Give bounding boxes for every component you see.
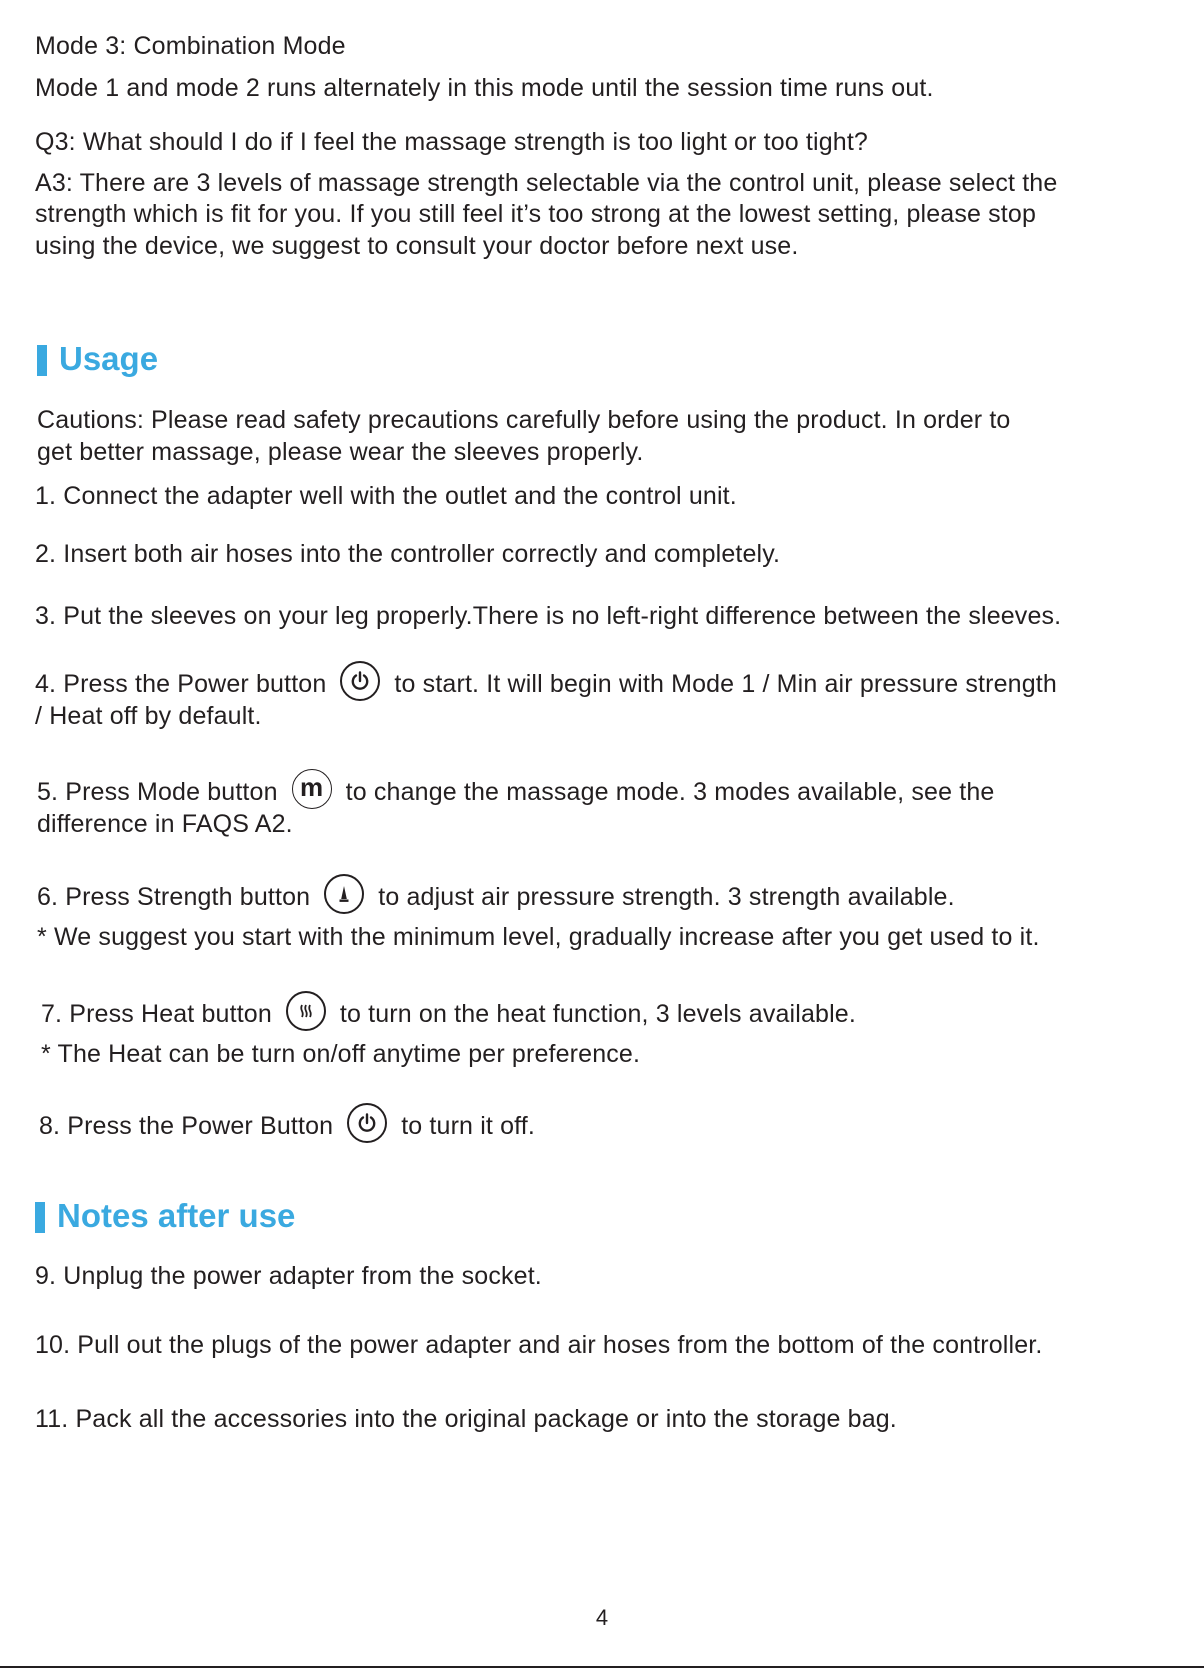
mode-icon-letter: m	[300, 772, 324, 803]
step-1: 1. Connect the adapter well with the outlet and the control unit.	[35, 482, 737, 510]
step-6-text-end: to adjust air pressure strength. 3 strength available.	[378, 883, 955, 911]
step-5-text-end: to change the massage mode. 3 modes available, see the	[345, 778, 995, 806]
step-4-text-end: to start. It will begin with Mode 1 / Min air pressure strength	[394, 670, 1057, 698]
step-6-text-start: 6. Press Strength button	[37, 883, 311, 911]
power-icon	[340, 661, 380, 701]
step-6-note: * We suggest you start with the minimum level, gradually increase after you get used to it.	[37, 923, 1040, 951]
faq-answer-3-line-3: using the device, we suggest to consult your doctor before next use.	[35, 232, 799, 260]
step-4-text-start: 4. Press the Power button	[35, 670, 327, 698]
faq-answer-3-line-2: strength which is fit for you. If you still feel it’s too strong at the lowest setting, please stop	[35, 200, 1036, 228]
step-3: 3. Put the sleeves on your leg properly.There is no left-right difference between the sleeves.	[35, 602, 1062, 630]
step-5-line-1	[37, 772, 995, 808]
mode3-description: Mode 1 and mode 2 runs alternately in this mode until the session time runs out.	[35, 74, 934, 102]
usage-heading-text: Usage	[59, 340, 159, 377]
step-5-line-2: difference in FAQS A2.	[37, 810, 293, 838]
mode-m-icon	[292, 769, 332, 809]
cautions-line-1: Cautions: Please read safety precautions carefully before using the product. In order to	[37, 406, 1011, 434]
step-7-text-end: to turn on the heat function, 3 levels available.	[339, 1000, 856, 1028]
notes-heading-text: Notes after use	[57, 1197, 296, 1234]
step-5-text-start: 5. Press Mode button	[37, 778, 278, 806]
bottom-rule	[0, 1666, 1204, 1668]
step-4-line-2: / Heat off by default.	[35, 702, 262, 730]
page-number: 4	[595, 1605, 609, 1630]
step-7-note: * The Heat can be turn on/off anytime per preference.	[41, 1040, 641, 1068]
step-7-text-start: 7. Press Heat button	[41, 1000, 272, 1028]
mode3-title: Mode 3: Combination Mode	[35, 32, 346, 60]
section-accent-bar	[35, 1202, 45, 1233]
step-8-text-start: 8. Press the Power Button	[39, 1112, 334, 1140]
strength-icon	[324, 874, 364, 914]
power-icon	[347, 1103, 387, 1143]
step-11: 11. Pack all the accessories into the original package or into the storage bag.	[35, 1405, 897, 1433]
heat-icon	[286, 991, 326, 1031]
step-7-line-1	[41, 999, 856, 1030]
step-2: 2. Insert both air hoses into the controller correctly and completely.	[35, 540, 781, 568]
section-accent-bar	[37, 345, 47, 376]
step-4-line-1	[35, 669, 1057, 700]
step-9: 9. Unplug the power adapter from the socket.	[35, 1262, 542, 1290]
cautions-line-2: get better massage, please wear the sleeves properly.	[37, 438, 644, 466]
step-6-line-1	[37, 882, 955, 913]
step-8-line-1	[39, 1111, 535, 1142]
step-8-text-end: to turn it off.	[401, 1112, 535, 1140]
step-10: 10. Pull out the plugs of the power adapter and air hoses from the bottom of the controller.	[35, 1331, 1043, 1359]
faq-answer-3-line-1: A3: There are 3 levels of massage strength selectable via the control unit, please select the	[35, 169, 1058, 197]
faq-question-3: Q3: What should I do if I feel the massage strength is too light or too tight?	[35, 128, 868, 156]
